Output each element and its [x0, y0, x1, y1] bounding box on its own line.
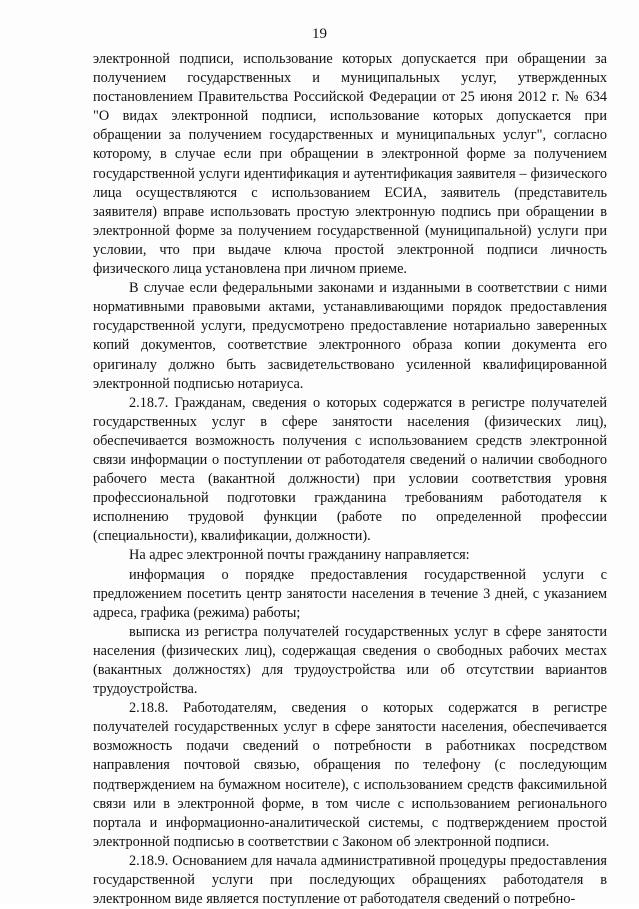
page-number: 19	[312, 26, 327, 42]
paragraph-2: В случае если федеральными законами и изданными в соответствии с ними нормативными правовыми актами, устанавливающими порядок предоставления государственной услуги, предусмотрено предоставление нотариально заверенных копий документов, соответствие электронного образа копии документа его оригиналу должно быть засвидетельствовано усиленной квалифицированной электронной подписью нотариуса.	[93, 280, 607, 392]
document-body	[93, 50, 607, 909]
paragraph-7: 2.18.8. Работодателям, сведения о которых содержатся в регистре получателей государственных услуг в сфере занятости населения, обеспечивается возможность подачи сведений о потребности в работниках посредством направления почтовой связью, обращения по телефону (с последующим подтверждением на бумажном носителе), с использованием средств факсимильной связи или в электронной форме, в том числе с использованием регионального портала и информационно-аналитической системы, с подтверждением простой электронной подписью в соответствии с Законом об электронной подписи.	[93, 700, 607, 850]
paragraph-1: электронной подписи, использование которых допускается при обращении за получением государственных и муниципальных услуг, утвержденных постановлением Правительства Российской Федерации от 25 июня 2012 г. № 634 "О видах электронной подписи, использование которых допускается при обращении за получением государственных и муниципальных услуг", согласно которому, в случае если при обращении в электронной форме за получением государственной услуги идентификация и аутентификация заявителя – физического лица осуществляются с использованием ЕСИА, заявитель (представитель заявителя) вправе использовать простую электронную подпись при обращении в электронной форме за получением государственной (муниципальной) услуги при условии, что при выдаче ключа простой электронной подписи личность физического лица установлена при личном приеме.	[93, 51, 607, 278]
paragraph-4: На адрес электронной почты гражданину направляется:	[129, 547, 470, 564]
paragraph-6: выписка из регистра получателей государственных услуг в сфере занятости населения (физических лиц), содержащая сведения о свободных рабочих местах (вакантных должностях) для трудоустройства или об отсутствии вариантов трудоустройства.	[93, 623, 607, 698]
paragraph-8: 2.18.9. Основанием для начала административной процедуры предоставления государственной услуги при последующих обращениях работодателя в электронном виде является поступление от работодателя сведений о потребно-	[93, 852, 607, 908]
paragraph-3: 2.18.7. Гражданам, сведения о которых содержатся в регистре получателей государственных услуг в сфере занятости населения (физических лиц), обеспечивается возможность получения с использованием средств электронной связи информации о поступлении от работодателя сведений о наличии свободного рабочего места (вакантной должности) при условии соответствия уровня профессиональной подготовки гражданина требованиям работодателя к исполнению трудовой функции (работе по определенной профессии (специальности), квалификации, должности).	[93, 394, 607, 545]
paragraph-5: информация о порядке предоставления государственной услуги с предложением посетить центр занятости населения в течение 3 дней, с указанием адреса, графика (режима) работы;	[93, 566, 607, 621]
